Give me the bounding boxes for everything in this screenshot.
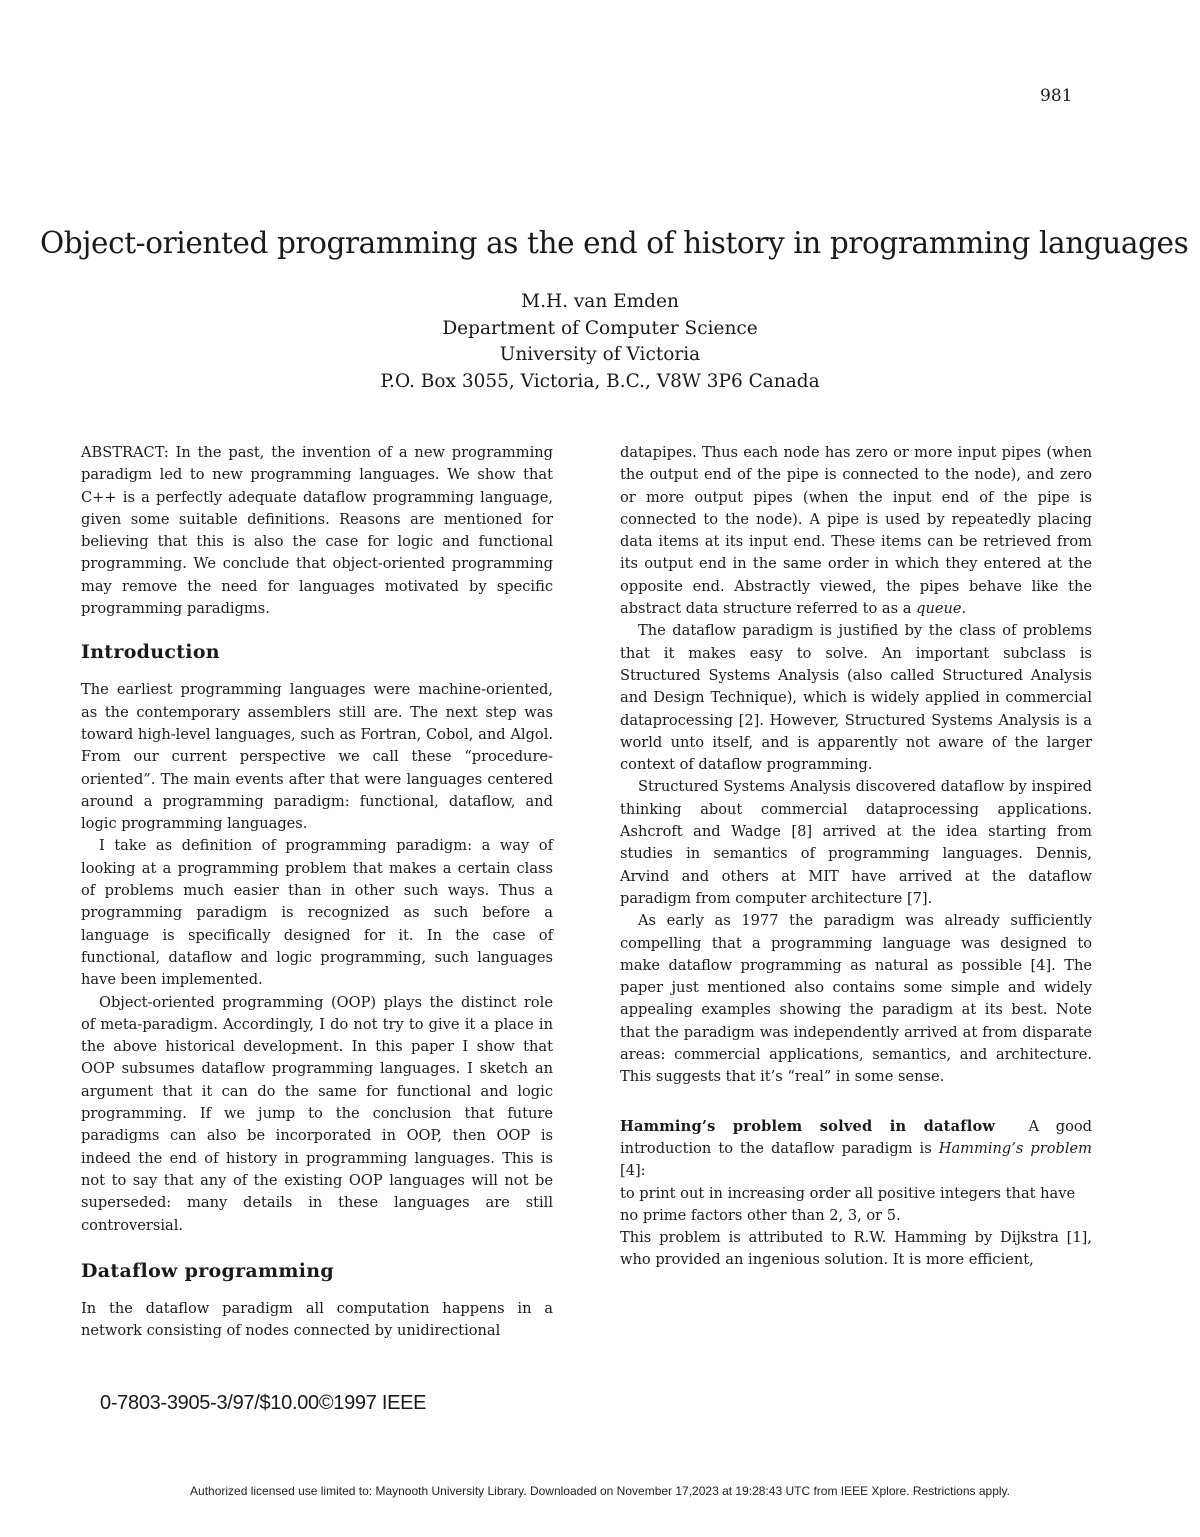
right-column [620, 442, 1092, 1272]
license-footer: Authorized licensed use limited to: Maynooth University Library. Downloaded on November 17,2023 at 19:28:43 UTC from IEEE Xplore. Restrictions apply. [190, 1484, 1010, 1498]
page-number: 981 [1040, 86, 1073, 106]
author-department: Department of Computer Science [442, 317, 758, 339]
author-block [200, 289, 1000, 395]
intro-paragraph-2: I take as definition of programming paradigm: a way of looking at a programming problem that makes a certain class of problems much easier than in other such ways. Thus a programming paradigm is recognized as such before a language is specifically designed for it. In the case of functional, dataflow and logic programming, such languages have been implemented. [81, 837, 553, 989]
queue-term: queue [916, 600, 962, 618]
dataflow-paragraph-1: In the dataflow paradigm all computation happens in a network consisting of nodes connected by unidirectional [81, 1299, 553, 1340]
author-address: P.O. Box 3055, Victoria, B.C., V8W 3P6 Canada [380, 370, 820, 392]
hamming-heading: Hamming’s problem solved in dataflow [620, 1117, 996, 1135]
author-university: University of Victoria [499, 344, 701, 365]
ssa-paragraph: Structured Systems Analysis discovered dataflow by inspired thinking about commercial dataprocessing applications. Ashcroft and Wadge [8] arrived at the idea starting from studies in semantics of programming languages. Dennis, Arvind and others at MIT have arrived at the dataflow paradigm from computer architecture [7]. [620, 778, 1092, 907]
left-column [81, 442, 553, 1342]
intro-paragraph-3: Object-oriented programming (OOP) plays the distinct role of meta-paradigm. Accordingly, I do not try to give it a place in the above historical development. In this paper I show that OOP subsumes dataflow programming languages. I sketch an argument that it can do the same for functional and logic programming. If we jump to the conclusion that future paradigms can also be incorporated in OOP, then OOP is indeed the end of history in programming languages. This is not to say that any of the existing OOP languages will not be superseded: many details in these languages are still controversial. [81, 993, 553, 1234]
hamming-quote: to print out in increasing order all positive integers that have no prime factors other than 2, 3, or 5. [620, 1184, 1076, 1224]
author-name: M.H. van Emden [521, 291, 679, 312]
history-paragraph: As early as 1977 the paradigm was already sufficiently compelling that a programming language was designed to make dataflow programming as natural as possible [4]. The paper just mentioned also contains some simple and widely appealing examples showing the paradigm at its best. Note that the paradigm was independently arrived at from disparate areas: commercial applications, semantics, and architecture. This suggests that it’s “real” in some sense. [620, 912, 1092, 1086]
pipes-paragraph [620, 442, 1092, 620]
pipes-end: . [961, 600, 967, 618]
paper-title: Object-oriented programming as the end of history in programming languages [40, 226, 1189, 260]
attribution-paragraph: This problem is attributed to R.W. Hamming by Dijkstra [1], who provided an ingenious solution. It is more efficient, [620, 1229, 1092, 1269]
hamming-term: Hamming’s problem [938, 1139, 1092, 1157]
copyright-notice: 0-7803-3905-3/97/$10.00©1997 IEEE [100, 1392, 427, 1414]
hamming-paragraph [620, 1116, 1092, 1183]
intro-paragraph-1: The earliest programming languages were machine-oriented, as the contemporary assemblers still are. The next step was toward high-level languages, such as Fortran, Cobol, and Algol. From our current perspective we call these “procedure-oriented”. The main events after that were languages centered around a programming paradigm: functional, dataflow, and logic programming languages. [81, 681, 553, 833]
hamming-ref: [4]: [620, 1162, 646, 1180]
section-heading-dataflow: Dataflow programming [81, 1259, 335, 1282]
hamming-text: A good introduction to the dataflow paradigm is [620, 1117, 1092, 1157]
section-heading-introduction: Introduction [81, 641, 220, 664]
abstract: ABSTRACT: In the past, the invention of a new programming paradigm led to new programming languages. We show that C++ is a perfectly adequate dataflow programming language, given some suitable definitions. Reasons are mentioned for believing that this is also the case for logic and functional programming. We conclude that object-oriented programming may remove the need for languages motivated by specific programming paradigms. [81, 444, 553, 618]
pipes-text: datapipes. Thus each node has zero or more input pipes (when the output end of the pipe is connected to the node), and zero or more output pipes (when the input end of the pipe is connected to the node). A pipe is used by repeatedly placing data items at its input end. These items can be retrieved from its output end in the same order in which they entered at the opposite end. Abstractly viewed, the pipes behave like the abstract data structure referred to as a [620, 444, 1092, 618]
justification-paragraph: The dataflow paradigm is justified by the class of problems that it makes easy to solve. An important subclass is Structured Systems Analysis (also called Structured Analysis and Design Technique), which is widely applied in commercial dataprocessing [2]. However, Structured Systems Analysis is a world unto itself, and is apparently not aware of the larger context of dataflow programming. [620, 622, 1092, 774]
